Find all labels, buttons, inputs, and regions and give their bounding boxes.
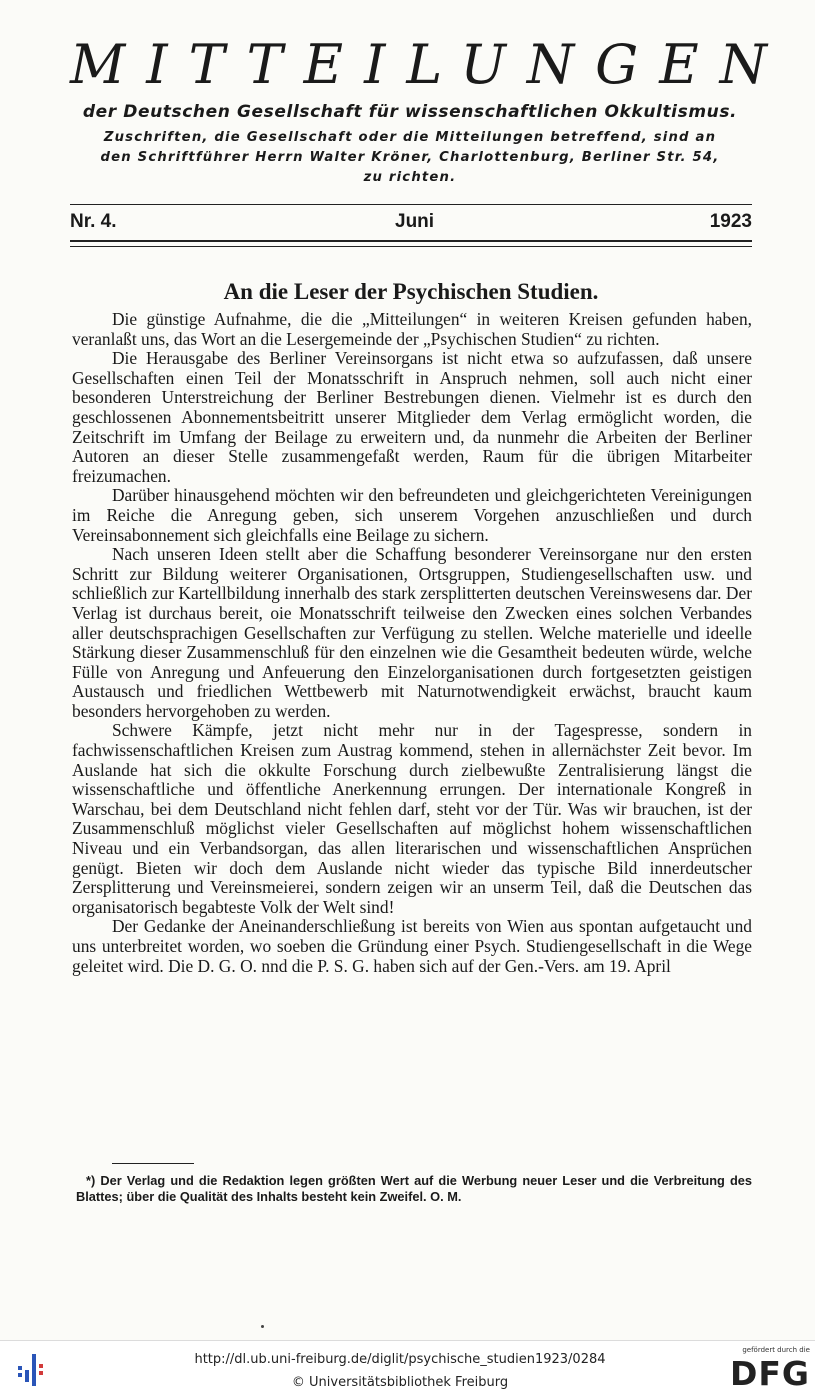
double-rule-lower [70,246,752,247]
article-paragraph: Darüber hinausgehend möchten wir den befreundeten und gleichgerichteten Vereinigungen im Reiche die Anregung geben, sich unserem Vorgehen anzuschließen und durch Vereinsabonnement sich gleichfalls eine Beilage zu sichern. [72,485,752,545]
article-paragraph: Die günstige Aufnahme, die die „Mitteilungen“ in weiteren Kreisen gefunden haben, veranlaßt uns, das Wort an die Lesergemeinde der „Psychischen Studien“ zu richten. [72,309,752,349]
article-paragraph: Die Herausgabe des Berliner Vereinsorgans ist nicht etwa so aufzufassen, daß unsere Gesellschaften einen Teil der Monatsschrift in Anspruch nehmen, soll auch nicht einer besonderen Unterstreichung der Berliner Bestrebungen dienen. Vielmehr ist es durch den geschlossenen Abonnementsbeitritt unserer Mitglieder dem Verlag ermöglicht worden, die Zeitschrift im Umfang der Beilage zu erweitern und, da nunmehr die Arbeiten der Berliner Autoren an dieser Stelle zusammengefaßt werden, Raum für die übrigen Mitarbeiter freizumachen. [72,348,752,486]
double-rule-upper [70,240,752,242]
masthead-title: MITTEILUNGEN [70,33,788,96]
address-line: zu richten. [363,170,457,185]
ub-freiburg-logo-icon[interactable] [16,1348,48,1392]
address-line: den Schriftführer Herrn Walter Kröner, Charlottenburg, Berliner Str. 54, [100,150,720,165]
viewer-footer [0,1340,815,1398]
copyright-notice: © Universitätsbibliothek Freiburg [291,1375,509,1390]
footnote [76,1173,752,1205]
issue-month: Juni [395,211,435,232]
article-title: An die Leser der Psychischen Studien. [223,279,599,304]
issue-line [70,208,752,236]
dfg-caption: gefördert durch die [742,1346,810,1354]
masthead-address [60,128,760,188]
address-line: Zuschriften, die Gesellschaft oder die Mitteilungen betreffend, sind an [103,130,717,145]
footnote-rule [112,1163,194,1164]
footer-divider [0,1340,815,1341]
footnote-text: *) Der Verlag und die Redaktion legen größten Wert auf die Werbung neuer Leser und die Verbreitung des Blattes; über die Qualität des Inhalts besteht kein Zweifel. O. M. [76,1173,752,1204]
article-paragraph: Der Gedanke der Aneinanderschließung ist bereits von Wien aus spontan aufgetaucht und uns unterbreitet worden, wo soeben die Gründung einer Psych. Studiengesellschaft in die Wege geleitet wird. Die D. G. O. nnd die P. S. G. haben sich auf der Gen.-Vers. am 19. April [72,916,752,976]
article-paragraph: Nach unseren Ideen stellt aber die Schaffung besonderer Vereinsorgane nur den ersten Schritt zur Bildung weiterer Organisationen, Ortsgruppen, Studiengesellschaften usw. und schließlich zur Kartellbildung innerhalb des stark zersplitterten deutschen Vereinswesens dar. Der Verlag ist durchaus bereit, oie Monatsschrift teilweise den Zwecken eines solchen Verbandes aller deutschsprachigen Gesellschaften zur Verfügung zu stellen. Welche materielle und ideelle Stärkung dieser Zusammenschluß für den einzelnen wie die Gesamtheit bedeuten würde, welche Fülle von Anregung und Anfeuerung den Einzelorganisationen durch fortgesetzten geistigen Austausch und friedlichen Wettbewerb mit Naturnotwendigkeit erwächst, braucht kaum besonders hervorgehoben zu werden. [72,544,752,721]
issue-year: 1923 [709,211,752,232]
dfg-logo-text: DFG [729,1354,810,1393]
article-body [72,310,752,976]
masthead-subtitle: der Deutschen Gesellschaft für wissenschaftlichen Okkultismus. [82,102,738,122]
top-rule [70,204,752,205]
issue-number: Nr. 4. [70,211,117,232]
masthead [60,32,788,188]
scan-speck [261,1325,264,1328]
dfg-logo[interactable] [718,1346,810,1394]
article-paragraph: Schwere Kämpfe, jetzt nicht mehr nur in der Tagespresse, sondern in fachwissenschaftlichen Kreisen zum Austrag kommend, stehen in allernächster Zeit bevor. Im Auslande hat sich die okkulte Forschung durch zielbewußte Zentralisierung längst die wissenschaftliche und öffentliche Anerkennung errungen. Der internationale Kongreß in Warschau, bei dem Deutschland nicht fehlen darf, steht vor der Tür. Was wir brauchen, ist der Zusammenschluß möglichst vieler Gesellschaften auf möglichst hohem wissenschaftlichen Niveau und ein Verbandsorgan, das allen literarischen und wissenschaftlichen Ansprüchen genügt. Bieten wir doch dem Auslande nicht wieder das typische Bild innerdeutscher Zersplitterung und Vereinsmeierei, sondern zeigen wir an unserm Teil, daß die Deutschen das organisatorisch begabteste Volk der Welt sind! [72,720,752,917]
permalink-url[interactable]: http://dl.ub.uni-freiburg.de/diglit/psychische_studien1923/0284 [194,1352,606,1367]
